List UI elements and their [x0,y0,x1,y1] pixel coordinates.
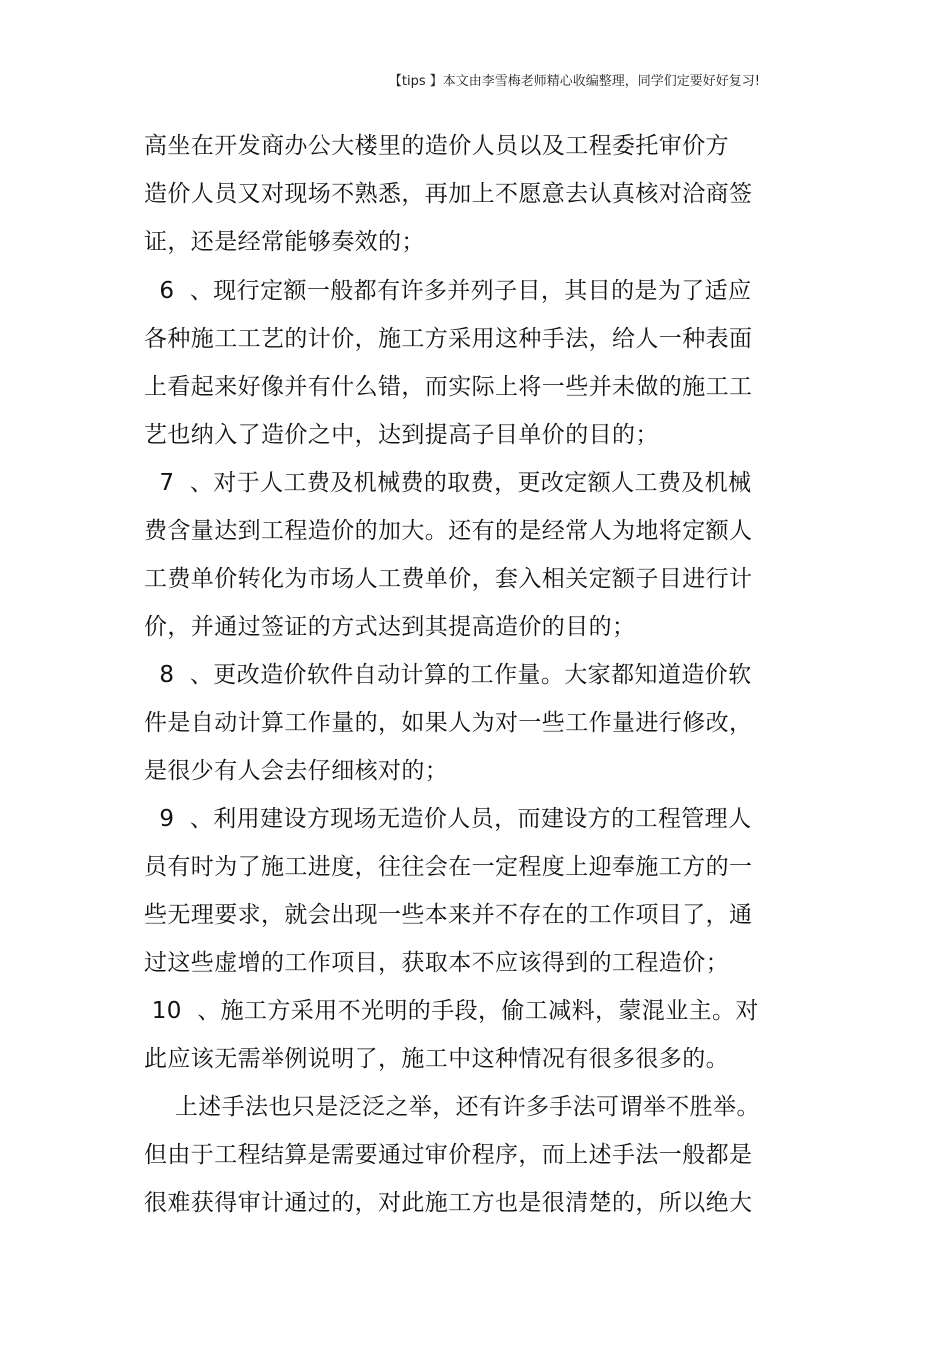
text-line: 各种施工工艺的计价，施工方采用这种手法，给人一种表面 [144,326,753,352]
text-line: 上述手法也只是泛泛之举，还有许多手法可谓举不胜举。 [144,1094,760,1120]
text-line: 件是自动计算工作量的，如果人为对一些工作量进行修改， [144,710,753,736]
text-line: 价，并通过签证的方式达到其提高造价的目的； [144,614,636,640]
text-line: 员有时为了施工进度，往往会在一定程度上迎奉施工方的一 [144,854,753,880]
text-line: 此应该无需举例说明了，施工中这种情况有很多很多的。 [144,1046,729,1072]
text-line: 费含量达到工程造价的加大。还有的是经常人为地将定额人 [144,518,753,544]
text-line: 6 、现行定额一般都有许多并列子目，其目的是为了适应 [144,278,752,304]
text-line: 10 、施工方采用不光明的手段，偷工减料，蒙混业主。对 [144,998,759,1024]
header-tip: 【tips 】本文由李雪梅老师精心收编整理，同学们定要好好复习! [388,74,760,89]
text-line: 高坐在开发商办公大楼里的造价人员以及工程委托审价方 [144,133,729,159]
text-line: 8 、更改造价软件自动计算的工作量。大家都知道造价软 [144,662,752,688]
text-line: 很难获得审计通过的，对此施工方也是很清楚的，所以绝大 [144,1190,753,1216]
text-line: 但由于工程结算是需要通过审价程序，而上述手法一般都是 [144,1142,753,1168]
text-line: 证，还是经常能够奏效的； [144,229,425,255]
text-line: 上看起来好像并有什么错，而实际上将一些并未做的施工工 [144,374,753,400]
text-line: 造价人员又对现场不熟悉，再加上不愿意去认真核对洽商签 [144,181,753,207]
text-line: 过这些虚增的工作项目，获取本不应该得到的工程造价； [144,950,729,976]
text-line: 工费单价转化为市场人工费单价，套入相关定额子目进行计 [144,566,753,592]
text-line: 些无理要求，就会出现一些本来并不存在的工作项目了，通 [144,902,753,928]
text-line: 9 、利用建设方现场无造价人员，而建设方的工程管理人 [144,806,752,832]
text-line: 是很少有人会去仔细核对的； [144,758,449,784]
text-line: 艺也纳入了造价之中，达到提高子目单价的目的； [144,422,659,448]
text-line: 7 、对于人工费及机械费的取费，更改定额人工费及机械 [144,470,752,496]
